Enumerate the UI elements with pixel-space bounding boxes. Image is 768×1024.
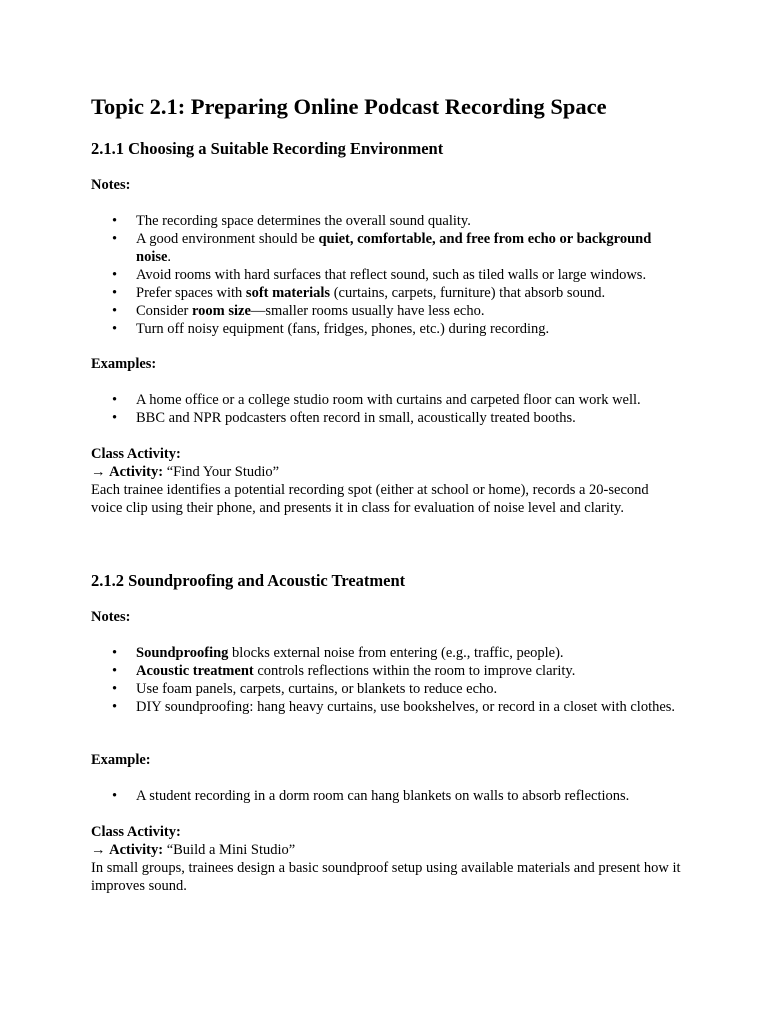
list-item: • Turn off noisy equipment (fans, fridges, phones, etc.) during recording.	[91, 320, 681, 338]
list-item: • A student recording in a dorm room can hang blankets on walls to absorb reflections.	[91, 787, 681, 805]
activity-description: Each trainee identifies a potential recording spot (either at school or home), records a 20-second voice clip using their phone, and presents it in class for evaluation of noise level and clarity.	[91, 482, 649, 516]
list-item: • BBC and NPR podcasters often record in small, acoustically treated booths.	[91, 409, 681, 427]
list-item: • Use foam panels, carpets, curtains, or blankets to reduce echo.	[91, 680, 681, 698]
list-item: • Consider room size—smaller rooms usually have less echo.	[91, 302, 681, 320]
notes-list-1	[91, 212, 681, 338]
list-item: • DIY soundproofing: hang heavy curtains, use bookshelves, or record in a closet with clothes.	[91, 698, 681, 716]
notes-label: Notes:	[91, 177, 131, 193]
list-item: • The recording space determines the overall sound quality.	[91, 212, 681, 230]
class-activity-label: Class Activity:	[91, 824, 181, 840]
page-title: Topic 2.1: Preparing Online Podcast Recording Space	[91, 94, 607, 119]
notes-label: Notes:	[91, 609, 131, 625]
list-item: • A home office or a college studio room with curtains and carpeted floor can work well.	[91, 391, 681, 409]
examples-list-1	[91, 391, 681, 427]
section-heading-2-1-2: 2.1.2 Soundproofing and Acoustic Treatment	[91, 571, 406, 590]
list-item: • Soundproofing blocks external noise from entering (e.g., traffic, people).	[91, 644, 681, 662]
activity-line: → Activity: “Build a Mini Studio”	[91, 842, 296, 858]
activity-line: → Activity: “Find Your Studio”	[91, 464, 280, 480]
class-activity-label: Class Activity:	[91, 446, 181, 462]
examples-label: Examples:	[91, 356, 157, 372]
arrow-icon: →	[91, 842, 106, 858]
list-item: • Avoid rooms with hard surfaces that reflect sound, such as tiled walls or large windows.	[91, 266, 681, 284]
activity-description: In small groups, trainees design a basic soundproof setup using available materials and present how it improves sound.	[91, 860, 681, 894]
list-item: • Acoustic treatment controls reflections within the room to improve clarity.	[91, 662, 681, 680]
notes-list-2	[91, 644, 681, 716]
list-item: • A good environment should be quiet, comfortable, and free from echo or background noise.	[91, 230, 681, 266]
list-item: • Prefer spaces with soft materials (curtains, carpets, furniture) that absorb sound.	[91, 284, 681, 302]
example-label: Example:	[91, 752, 151, 768]
section-heading-2-1-1: 2.1.1 Choosing a Suitable Recording Environment	[91, 139, 444, 158]
arrow-icon: →	[91, 464, 106, 480]
examples-list-2	[91, 787, 681, 805]
